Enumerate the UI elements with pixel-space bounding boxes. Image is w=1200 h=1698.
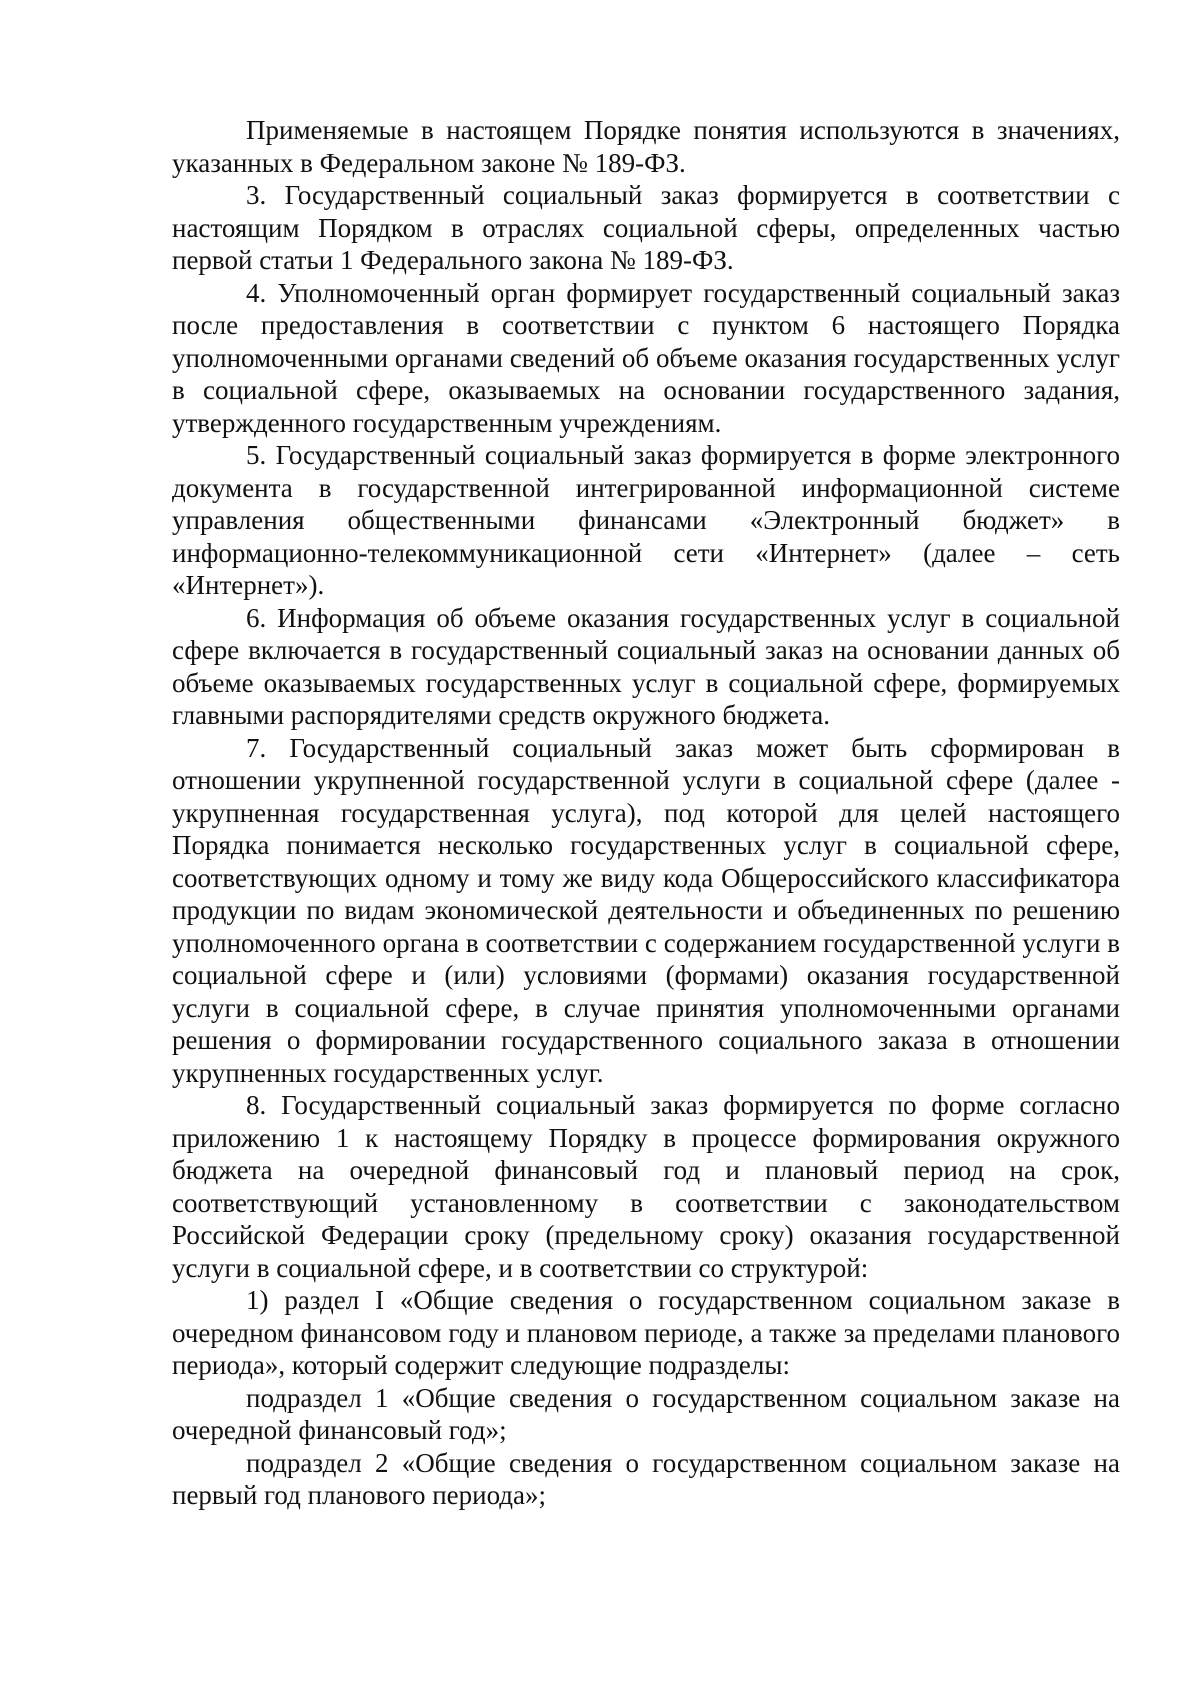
paragraph-terms: Применяемые в настоящем Порядке понятия используются в значениях, указанных в Федеральном законе № 189-ФЗ.	[172, 115, 1120, 178]
paragraph-item-6: 6. Информация об объеме оказания государственных услуг в социальной сфере включается в государственный социальный заказ на основании данных об объеме оказываемых государственных услуг в социальной сфере, формируемых главными распорядителями средств окружного бюджета.	[172, 602, 1120, 730]
paragraph-item-5: 5. Государственный социальный заказ формируется в форме электронного документа в государственной интегрированной информационной системе управления общественными финансами «Электронный бюджет» в информационно-телекоммуникационной сети «Интернет» (далее – сеть «Интернет»).	[172, 440, 1120, 600]
paragraph-subitem-1: 1) раздел I «Общие сведения о государственном социальном заказе в очередном финансовом году и плановом периоде, а также за пределами планового периода», который содержит следующие подразделы:	[172, 1285, 1120, 1380]
paragraph-item-7: 7. Государственный социальный заказ может быть сформирован в отношении укрупненной государственной услуги в социальной сфере (далее - укрупненная государственная услуга), под которой для целей настоящего Порядка понимается несколько государственных услуг в социальной сфере, соответствующих одному и тому же виду кода Общероссийского классификатора продукции по видам экономической деятельности и объединенных по решению уполномоченного органа в соответствии с содержанием государственной услуги в социальной сфере и (или) условиями (формами) оказания государственной услуги в социальной сфере, в случае принятия уполномоченными органами решения о формировании государственного социального заказа в отношении укрупненных государственных услуг.	[172, 732, 1120, 1088]
paragraph-subsection-2: подраздел 2 «Общие сведения о государственном социальном заказе на первый год планового периода»;	[172, 1447, 1120, 1510]
paragraph-subsection-1: подраздел 1 «Общие сведения о государственном социальном заказе на очередной финансовый год»;	[172, 1382, 1120, 1445]
paragraph-item-3: 3. Государственный социальный заказ формируется в соответствии с настоящим Порядком в отраслях социальной сферы, определенных частью первой статьи 1 Федерального закона № 189-ФЗ.	[172, 180, 1120, 275]
paragraph-item-8: 8. Государственный социальный заказ формируется по форме согласно приложению 1 к настоящему Порядку в процессе формирования окружного бюджета на очередной финансовый год и плановый период на срок, соответствующий установленному в соответствии с законодательством Российской Федерации сроку (предельному сроку) оказания государственной услуги в социальной сфере, и в соответствии со структурой:	[172, 1090, 1120, 1283]
document-body	[172, 114, 1120, 1512]
paragraph-item-4: 4. Уполномоченный орган формирует государственный социальный заказ после предоставления в соответствии с пунктом 6 настоящего Порядка уполномоченными органами сведений об объеме оказания государственных услуг в социальной сфере, оказываемых на основании государственного задания, утвержденного государственным учреждениям.	[172, 277, 1120, 438]
